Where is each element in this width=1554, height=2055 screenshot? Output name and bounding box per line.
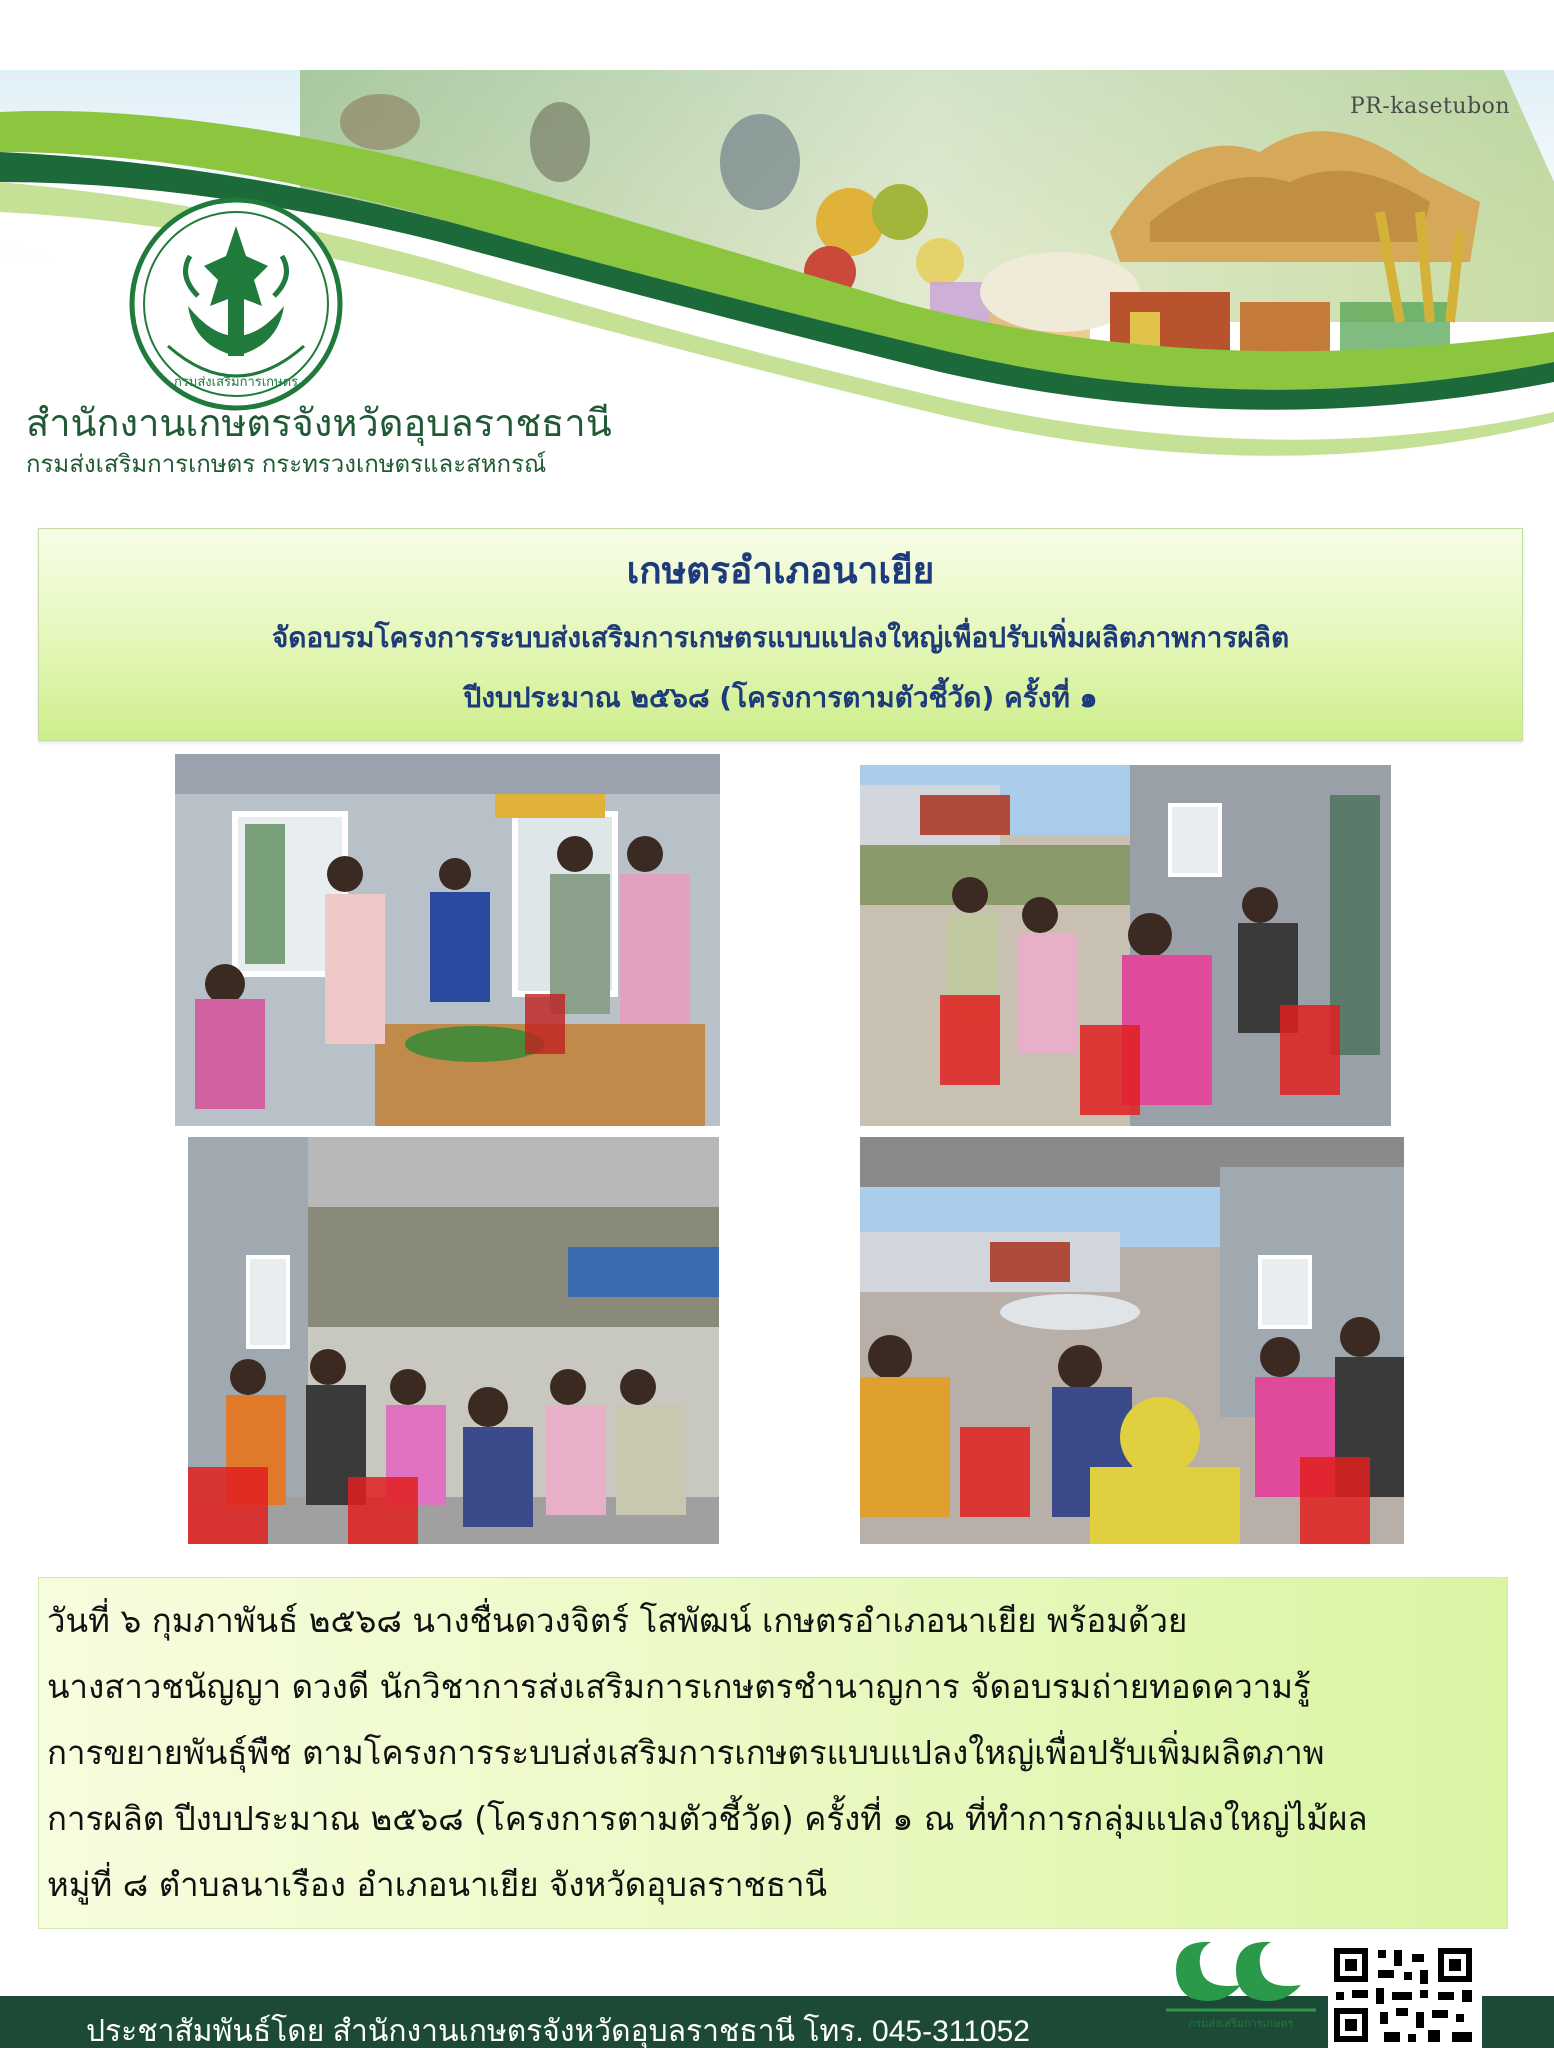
body-line-5: หมู่ที่ ๘ ตำบลนาเรือง อำเภอนาเยีย จังหวัดอุบลราชธานี	[47, 1865, 828, 1904]
pr-tag: PR-kasetubon	[1350, 94, 1511, 119]
title-box	[38, 528, 1523, 741]
footer-contact-text: ประชาสัมพันธ์โดย สำนักงานเกษตรจังหวัดอุบลราชธานี โทร. 045-311052	[86, 2015, 1030, 2048]
body-line-2: นางสาวชนัญญา ดวงดี นักวิชาการส่งเสริมการเกษตรชำนาญการ จัดอบรมถ่ายทอดความรู้	[47, 1667, 1311, 1706]
department-seal-logo	[128, 196, 344, 412]
page-title: เกษตรอำเภอนาเยีย	[626, 549, 935, 592]
doae-logo-caption: กรมส่งเสริมการเกษตร	[1188, 2017, 1294, 2030]
photo-training-demonstration	[175, 754, 720, 1126]
qr-code-icon	[1328, 1942, 1482, 2048]
body-line-3: การขยายพันธุ์พืช ตามโครงการระบบส่งเสริมการเกษตรแบบแปลงใหญ่เพื่อปรับเพิ่มผลิตภาพ	[47, 1733, 1325, 1772]
body-line-4: การผลิต ปีงบประมาณ ๒๕๖๘ (โครงการตามตัวชี้วัด) ครั้งที่ ๑ ณ ที่ทำการกลุ่มแปลงใหญ่ไม้ผล	[47, 1799, 1368, 1838]
office-subtitle: กรมส่งเสริมการเกษตร กระทรวงเกษตรและสหกรณ์	[26, 451, 547, 478]
photo-participants-seated	[860, 765, 1391, 1126]
body-line-1: วันที่ ๖ กุมภาพันธ์ ๒๕๖๘ นางชื่นดวงจิตร์ โสพัฒน์ เกษตรอำเภอนาเยีย พร้อมด้วย	[47, 1601, 1188, 1640]
doae-logo-icon	[1166, 1930, 1316, 2020]
photo-group-under-shelter	[188, 1137, 719, 1544]
title-line-2: ปีงบประมาณ ๒๕๖๘ (โครงการตามตัวชี้วัด) ครั้งที่ ๑	[463, 681, 1098, 714]
seal-text: กรมส่งเสริมการเกษตร	[173, 375, 299, 390]
news-body	[38, 1577, 1508, 1929]
title-line-1: จัดอบรมโครงการระบบส่งเสริมการเกษตรแบบแปลงใหญ่เพื่อปรับเพิ่มผลิตภาพการผลิต	[271, 621, 1290, 654]
office-name: สำนักงานเกษตรจังหวัดอุบลราชธานี	[26, 403, 612, 445]
photo-training-audience	[860, 1137, 1404, 1544]
